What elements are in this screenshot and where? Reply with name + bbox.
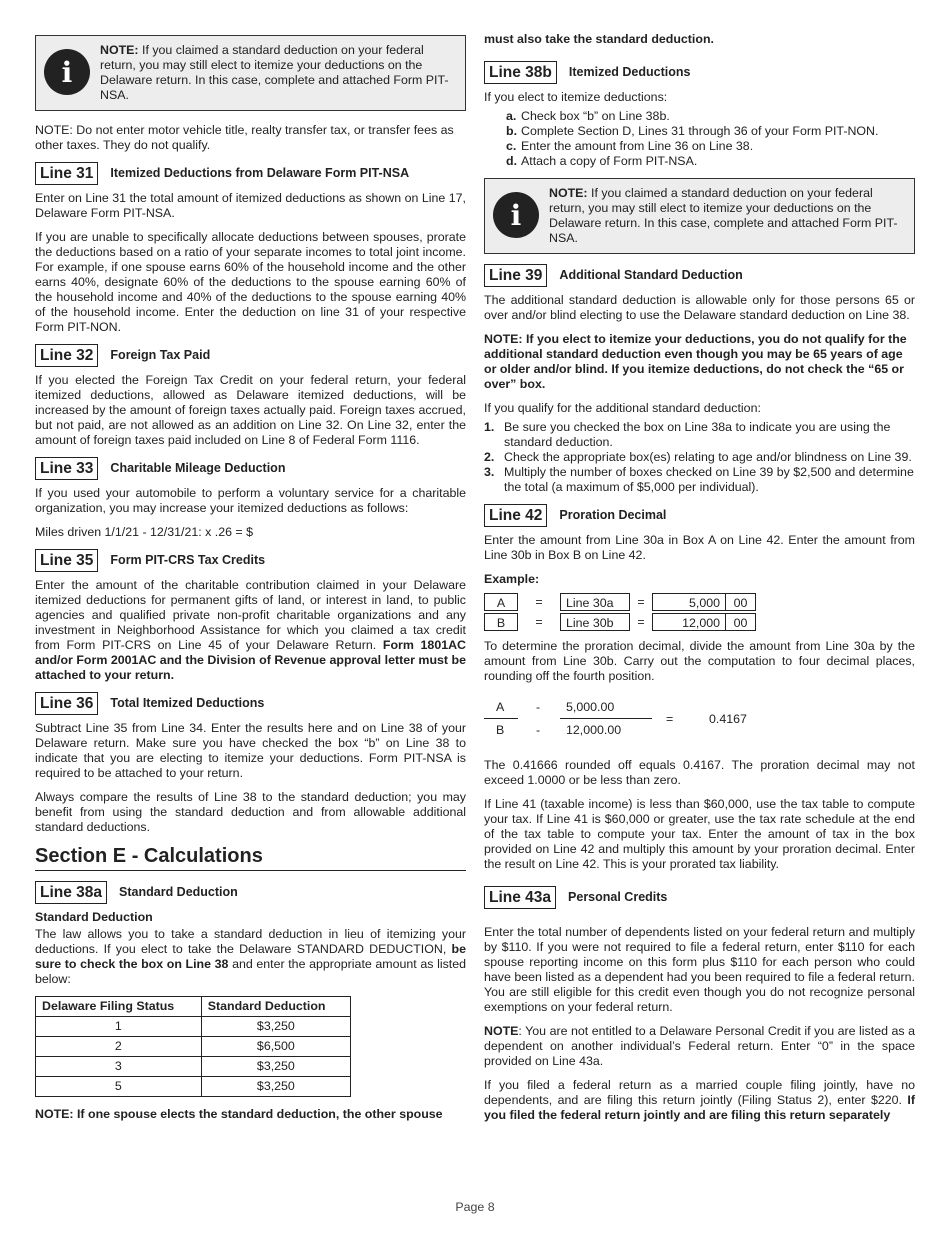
note-box <box>35 35 466 111</box>
fraction-rule <box>560 718 652 719</box>
standard-deduction-table <box>35 996 351 1097</box>
equals-sign: = <box>535 594 543 609</box>
paragraph: Enter on Line 31 the total amount of itemized deductions as shown on Line 17, Delaware Form PIT-NSA. <box>35 191 466 220</box>
note-text: NOTE: If you claimed a standard deduction on your federal return, you may still elect to itemize your deductions on the Delaware return. In this case, complete and attached Form PIT-NSA. <box>549 186 898 245</box>
example-row <box>484 593 915 611</box>
fraction-rule-left <box>484 718 518 719</box>
table-cell: $6,500 <box>201 1037 350 1057</box>
line-label: Line 33 <box>35 457 98 480</box>
line-label: Line 42 <box>484 504 547 527</box>
continued-text: must also take the standard deduction. <box>484 32 714 46</box>
result: 0.4167 <box>709 712 747 726</box>
info-icon: i <box>44 49 90 95</box>
info-icon: i <box>493 192 539 238</box>
dash: - <box>536 723 541 737</box>
paragraph: If you elected the Foreign Tax Credit on your federal return, your federal itemized deductions, allowed as Delaware itemized deductions, will be increased by the amount of foreign taxes actually paid. Foreign taxes accrued, but not paid, are not allowed as an addition on Line 32. On Line 32, enter the amount of foreign taxes paid included on Line 8 of Federal Form 1116. <box>35 373 466 447</box>
paragraph: If you elect to itemize deductions: <box>484 90 668 104</box>
equals-sign: = <box>666 712 674 726</box>
line-label: Line 35 <box>35 549 98 572</box>
amount: 5,000 <box>652 593 726 611</box>
line-label: Line 39 <box>484 264 547 287</box>
fraction-a: A <box>496 700 505 714</box>
table-cell: 5 <box>36 1077 202 1097</box>
table-row <box>36 1057 351 1077</box>
table-row <box>36 1037 351 1057</box>
line-title: Personal Credits <box>568 890 668 904</box>
left-column <box>35 28 466 1131</box>
page-number: Page 8 <box>455 1200 495 1214</box>
additional-deduction-steps <box>484 420 915 495</box>
note-box <box>484 178 915 254</box>
table-cell: 3 <box>36 1057 202 1077</box>
line-label: Line 36 <box>35 692 98 715</box>
list-item: b. Complete Section D, Lines 31 through 36 of your Form PIT-NON. <box>506 124 879 138</box>
cents: 00 <box>726 593 756 611</box>
line-39-header <box>484 264 915 287</box>
list-item: d. Attach a copy of Form PIT-NSA. <box>506 154 698 168</box>
paragraph: Miles driven 1/1/21 - 12/31/21: x .26 = $ <box>35 525 253 539</box>
list-item: 3. Multiply the number of boxes checked on Line 39 by $2,500 and determine the total (a maximum of $5,000 per individual). <box>484 465 914 494</box>
paragraph: If you qualify for the additional standard deduction: <box>484 401 761 415</box>
line-38b-header <box>484 61 915 84</box>
line-label: Line 31 <box>35 162 98 185</box>
bottom-note: NOTE: If one spouse elects the standard deduction, the other spouse <box>35 1107 443 1121</box>
table-header: Standard Deduction <box>201 997 350 1017</box>
line-title: Standard Deduction <box>119 885 238 899</box>
line-title: Itemized Deductions from Delaware Form PIT-NSA <box>110 166 410 180</box>
line-31-header <box>35 162 466 185</box>
paragraph: Always compare the results of Line 38 to the standard deduction; you may benefit from using the standard deduction and from allowable additional standard deductions. <box>35 790 466 834</box>
list-item: 1. Be sure you checked the box on Line 38a to indicate you are using the standard deduction. <box>484 420 891 449</box>
denominator: 12,000.00 <box>566 723 622 737</box>
paragraph: Subtract Line 35 from Line 34. Enter the results here and on Line 38 of your Delaware return. Make sure you have checked the box “b” on Line 38 to indicate that you are electing to itemize your deductions. Form PIT-NSA is required to be attached to your return. <box>35 721 466 780</box>
list-item: 2. Check the appropriate box(es) relating to age and/or blindness on Line 39. <box>484 450 912 464</box>
line-33-header <box>35 457 466 480</box>
paragraph: Enter the total number of dependents listed on your federal return and multiply by $110. If you were not required to file a federal return, enter $110 for each spouse reporting income on this form plus $110 for each person who could have been listed as a dependent had you been required to file a federal return. You are still eligible for this credit even though you do not recognize personal exemptions on your federal return. <box>484 925 915 1014</box>
paragraph: To determine the proration decimal, divide the amount from Line 30a by the amount from Line 30b. Carry out the computation to four decimal places, rounding off the fourth position. <box>484 639 915 683</box>
equals-sign: = <box>637 594 645 609</box>
line-35-header <box>35 549 466 572</box>
line-title: Proration Decimal <box>559 508 667 522</box>
fraction-b: B <box>496 723 505 737</box>
box-label: A <box>484 593 518 611</box>
example-label: Example: <box>484 572 540 586</box>
numerator: 5,000.00 <box>566 700 615 714</box>
paragraph: The additional standard deduction is allowable only for those persons 65 or over and/or blind electing to use the Delaware standard deduction on Line 38. <box>484 293 915 322</box>
line-ref: Line 30a <box>560 593 630 611</box>
table-cell: $3,250 <box>201 1057 350 1077</box>
paragraph: If you are unable to specifically allocate deductions between spouses, prorate the deductions based on a ratio of your separate incomes to total joint income. For example, if one spouse earns 60% of the household income and the other earns 40%, designate 60% of the deductions to the spouse earning 60% of the household income and 40% of the deductions to the spouse earning 40% of the household income. Enter the deduction on line 31 of your respective Form PIT-NON. <box>35 230 466 334</box>
line-38a-header <box>35 881 466 904</box>
paragraph: The law allows you to take a standard deduction in lieu of itemizing your deductions. If you elect to take the Delaware STANDARD DEDUCTION, be sure to check the box on Line 38 and enter the appropriate amount as listed below: <box>35 927 467 986</box>
line-title: Itemized Deductions <box>568 65 691 79</box>
subheading: Standard Deduction <box>35 910 153 924</box>
table-cell: 2 <box>36 1037 202 1057</box>
table-row <box>36 1017 351 1037</box>
line-43a-header <box>484 886 915 909</box>
line-36-header <box>35 692 466 715</box>
right-column <box>484 32 915 1132</box>
amount: 12,000 <box>652 613 726 631</box>
paragraph: The 0.41666 rounded off equals 0.4167. The proration decimal may not exceed 1.0000 or be less than zero. <box>484 758 915 787</box>
paragraph: If you used your automobile to perform a voluntary service for a charitable organization, you may increase your itemized deductions as follows: <box>35 486 466 515</box>
line-title: Charitable Mileage Deduction <box>110 461 286 475</box>
line-label: Line 43a <box>484 886 556 909</box>
box-label: B <box>484 613 518 631</box>
paragraph: Enter the amount from Line 30a in Box A on Line 42. Enter the amount from Line 30b in Box B on Line 42. <box>484 533 915 562</box>
proration-fraction <box>484 698 915 746</box>
line-label: Line 38a <box>35 881 107 904</box>
table-cell: $3,250 <box>201 1017 350 1037</box>
list-item: c. Enter the amount from Line 36 on Line 38. <box>506 139 754 153</box>
example-boxes <box>484 593 915 631</box>
table-cell: 1 <box>36 1017 202 1037</box>
section-title: Section E - Calculations <box>35 844 466 871</box>
line-title: Foreign Tax Paid <box>110 348 211 362</box>
note-text: NOTE: If you claimed a standard deduction on your federal return, you may still elect to itemize your deductions on the Delaware return. In this case, complete and attached Form PIT-NSA. <box>100 43 449 102</box>
line-label: Line 32 <box>35 344 98 367</box>
paragraph: If you filed a federal return as a married couple filing jointly, have no dependents, and are filing this return jointly (Filing Status 2), enter $220. If you filed the federal return jointly and are filing this return separately <box>484 1078 915 1122</box>
list-item: a. Check box “b” on Line 38b. <box>506 109 670 123</box>
line-42-header <box>484 504 915 527</box>
table-header-row <box>36 997 351 1017</box>
paragraph: If Line 41 (taxable income) is less than $60,000, use the tax table to compute your tax. If Line 41 is $60,000 or greater, use the tax rate schedule at the end of the tax table to compute your tax. Enter the amount of tax in the box provided on Line 42 and multiply this amount by your proration decimal. Enter the result on Line 42. This is your prorated tax liability. <box>484 797 915 871</box>
line-label: Line 38b <box>484 61 557 84</box>
line-title: Form PIT-CRS Tax Credits <box>110 553 266 567</box>
line-title: Additional Standard Deduction <box>559 268 743 282</box>
paragraph: NOTE: You are not entitled to a Delaware Personal Credit if you are listed as a dependent on another individual’s Federal return. Enter “0” in the space provided on Line 43a. <box>484 1024 915 1068</box>
line-ref: Line 30b <box>560 613 630 631</box>
dash: - <box>536 700 541 714</box>
itemize-steps-list <box>484 109 915 169</box>
paragraph: Enter the amount of the charitable contribution claimed in your Delaware itemized deductions for permanent gifts of land, or interest in land, to public agencies and qualified private non-profit charitable organizations and any investment in Neighborhood Assistance for which you claimed a tax credit from Form PIT-CRS on Line 45 of your Delaware Return. Form 1801AC and/or Form 2001AC and the Division of Revenue approval letter must be attached to your return. <box>35 578 467 682</box>
line-32-header <box>35 344 466 367</box>
paragraph: NOTE: If you elect to itemize your deductions, you do not qualify for the additional standard deduction even though you may be 65 years of age or older and/or blind. If you itemize deductions, do not check the “65 or over” box. <box>484 332 907 391</box>
table-cell: $3,250 <box>201 1077 350 1097</box>
note-paragraph: NOTE: Do not enter motor vehicle title, realty transfer tax, or transfer fees as other taxes. They do not qualify. <box>35 123 454 152</box>
line-title: Total Itemized Deductions <box>110 696 265 710</box>
table-header: Delaware Filing Status <box>36 997 202 1017</box>
equals-sign: = <box>535 614 543 629</box>
equals-sign: = <box>637 614 645 629</box>
example-row <box>484 613 915 631</box>
table-row <box>36 1077 351 1097</box>
cents: 00 <box>726 613 756 631</box>
